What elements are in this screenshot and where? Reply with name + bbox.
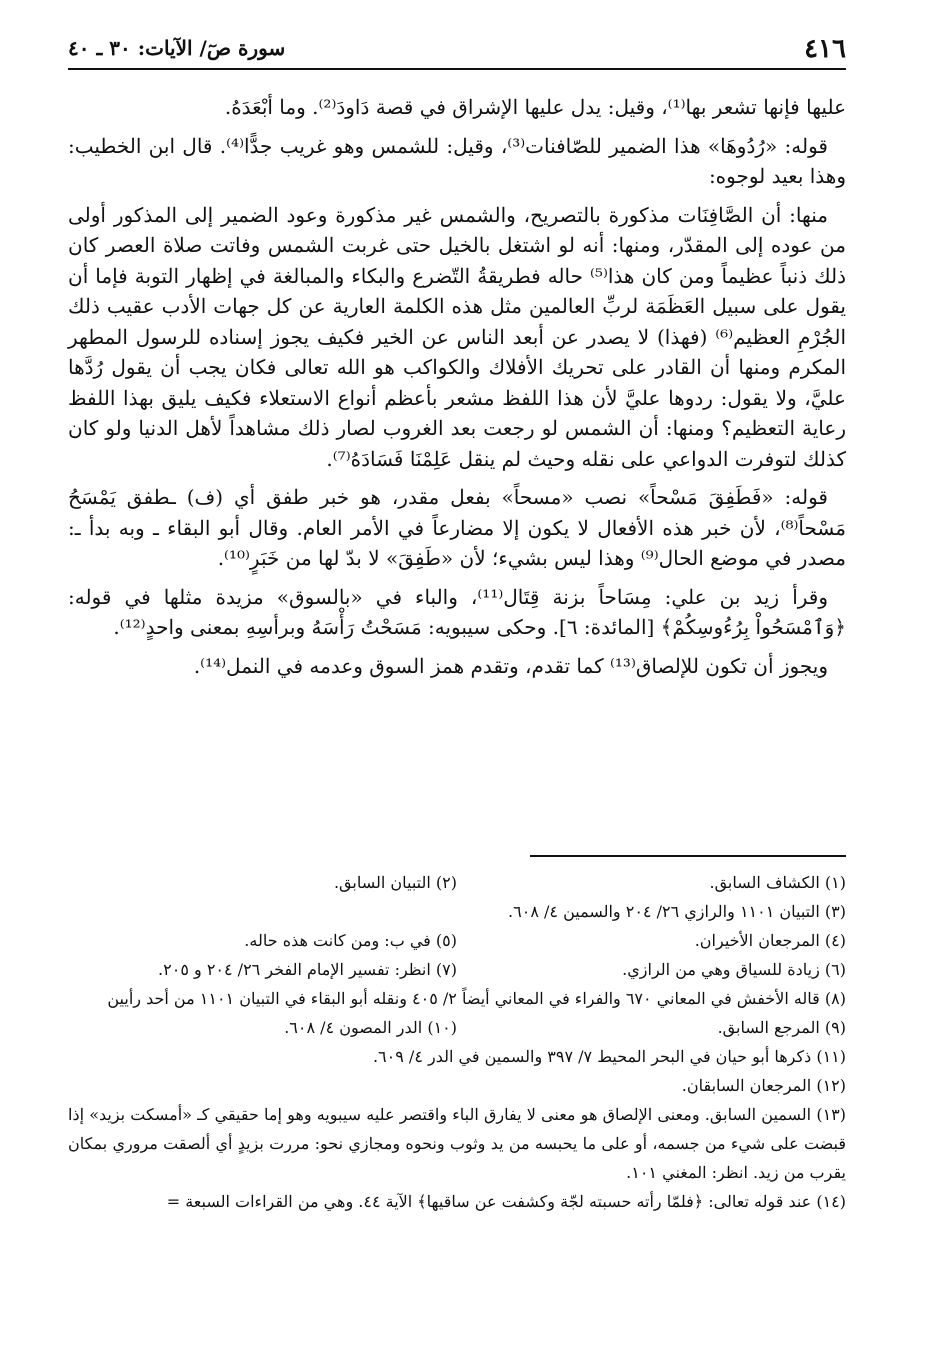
footnote: (١) الكشاف السابق. (709, 873, 846, 892)
footnotes (68, 868, 846, 1216)
page-header (68, 28, 846, 70)
footnote: (٥) في ب: ومن كانت هذه حاله. (244, 931, 457, 950)
footnote: (١٣) السمين السابق. ومعنى الإلصاق هو معنى لا يفارق الباء واقتصر عليه سيبويه وهو إما حقيقي كـ «أمسكت بزيد» إذا قبضت على شيء من جسمه، أو على ما يحبسه من يد وثوب ونحوه ومجازي نحو: مررت بزيدٍ أي ألصقت مروري بمكان يقرب من زيد. انظر: المغني ١٠١. (68, 1105, 847, 1182)
footnote-row (68, 868, 846, 897)
footnote: (٣) التبيان ١١٠١ والرازي ٢٦/ ٢٠٤ والسمين ٤/ ٦٠٨. (508, 902, 846, 921)
footnote: (٩) المرجع السابق. (717, 1018, 846, 1037)
footnote: (١٠) الدر المصون ٤/ ٦٠٨. (284, 1018, 457, 1037)
footnote-row (68, 955, 846, 984)
footnote: (٧) انظر: تفسير الإمام الفخر ٢٦/ ٢٠٤ و ٢٠٥. (158, 960, 457, 979)
footnote: (١٤) عند قوله تعالى: ﴿فلمّا رأته حسبته لجّة وكشفت عن ساقيها﴾ الآية ٤٤. وهي من القراءات السبعة = (166, 1192, 846, 1211)
running-head: سورة صٓ/ الآيات: ٣٠ ـ ٤٠ (68, 36, 286, 60)
main-text (68, 92, 846, 689)
footnote-row (68, 1013, 846, 1042)
footnote-row (68, 926, 846, 955)
paragraph: منها: أن الصَّافِنَات مذكورة بالتصريح، والشمس غير مذكورة وعود الضمير إلى المذكور أولى من عوده إلى المقدّر، ومنها: أنه لو اشتغل بالخيل حتى غربت الشمس وفاتت صلاة العصر كان ذلك ذنباً عظيماً ومن كان هذا⁽⁵⁾ حاله فطريقةُ التّضرع والبكاء والمبالغة في إظهار التوبة فإما أن يقول على سبيل العَظَمَة لربِّ العالمين مثل هذه الكلمة العارية عن كل جهات الأدب عقيب ذلك الجُرْمِ العظيم⁽⁶⁾ (فهذا) لا يصدر عن أبعد الناس عن الخير فكيف يجوز إسناده للرسول المطهر المكرم ومنها أن القادر على تحريك الأفلاك والكواكب هو الله تعالى فكان يجب أن يقول رُدَّها عليَّ، ولا يقول: ردوها عليَّ لأن هذا اللفظ مشعر بأعظم أنواع الاستعلاء فكيف يليق بهذا اللفظ رعاية التعظيم؟ ومنها: أن الشمس لو رجعت بعد الغروب لصار ذلك مشاهداً لأهل الدنيا ولو كان كذلك لتوفرت الدواعي على نقله وحيث لم ينقل عَلِمْنَا فَسَادَهُ⁽⁷⁾. (68, 202, 846, 471)
footnote-row (68, 897, 846, 926)
paragraph: قوله: «رُدُوهَا» هذا الضمير للصّافنات⁽³⁾، وقيل: للشمس وهو غريب جدًّا⁽⁴⁾. قال ابن الخطيب: وهذا بعيد لوجوه: (68, 133, 846, 188)
paragraph: عليها فإنها تشعر بها⁽¹⁾، وقيل: يدل عليها الإشراق في قصة دَاودَ⁽²⁾. وما أبْعَدَهُ. (224, 95, 846, 119)
paragraph: ويجوز أن تكون للإلصاق⁽¹³⁾ كما تقدم، وتقدم همز السوق وعدمه في النمل⁽¹⁴⁾. (193, 653, 828, 678)
footnote: (١١) ذكرها أبو حيان في البحر المحيط ٧/ ٣٩٧ والسمين في الدر ٤/ ٦٠٩. (372, 1047, 846, 1066)
footnote: (٦) زيادة للسياق وهي من الرازي. (622, 960, 846, 979)
footnote: (٢) التبيان السابق. (333, 873, 457, 892)
footnote: (٨) قاله الأخفش في المعاني ٦٧٠ والفراء في المعاني أيضاً ٢/ ٤٠٥ ونقله أبو البقاء في التبيان ١١٠١ من أحد رأيين (107, 989, 846, 1008)
footnote: (١٢) المرجعان السابقان. (681, 1076, 846, 1095)
paragraph: وقرأ زيد بن علي: مِسَاحاً بزنة قِتَال⁽¹¹⁾، والباء في «بالسوق» مزيدة مثلها في قوله: ﴿وَٱمْسَحُواْ بِرُءُوسِكُمْ﴾ [المائدة: ٦]. وحكى سيبويه: مَسَحْتُ رَأْسَهُ وبرأسِهِ بمعنى واحدٍ⁽¹²⁾. (68, 584, 846, 639)
footnote-separator (530, 855, 846, 857)
page-number: ٤١٦ (804, 34, 846, 64)
paragraph: قوله: «فَطَفِقَ مَسْحاً» نصب «مسحاً» بفعل مقدر، هو خبر طفق أي (ف) ـطفق يَمْسَحُ مَسْحاً⁽⁸⁾، لأن خبر هذه الأفعال لا يكون إلا مضارعاً في الأمر العام. وقال أبو البقاء ـ وبه بدأ ـ: مصدر في موضع الحال⁽⁹⁾ وهذا ليس بشيء؛ لأن «طَفِقَ» لا بدّ لها من خَبَرٍ⁽¹⁰⁾. (68, 485, 846, 570)
footnote: (٤) المرجعان الأخيران. (694, 931, 846, 950)
